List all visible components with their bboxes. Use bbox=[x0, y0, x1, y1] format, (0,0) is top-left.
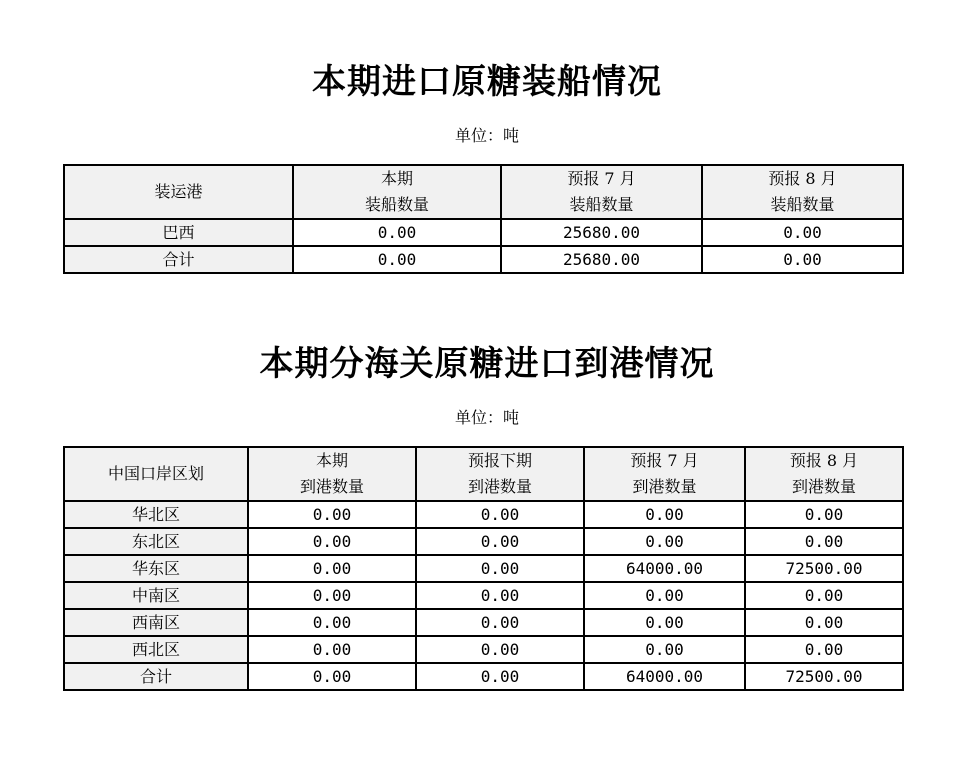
cell-value: 0.00 bbox=[416, 609, 584, 636]
row-label: 合计 bbox=[64, 246, 293, 273]
arrival-table bbox=[63, 446, 904, 691]
cell-value: 0.00 bbox=[702, 246, 903, 273]
cell-value: 64000.00 bbox=[584, 663, 745, 690]
arrival-header-region: 中国口岸区划 bbox=[64, 447, 248, 501]
cell-value: 0.00 bbox=[745, 528, 903, 555]
table-row bbox=[64, 246, 903, 273]
row-label: 西北区 bbox=[64, 636, 248, 663]
arrival-title: 本期分海关原糖进口到港情况 bbox=[259, 344, 715, 384]
cell-value: 0.00 bbox=[248, 528, 416, 555]
row-label: 西南区 bbox=[64, 609, 248, 636]
cell-value: 0.00 bbox=[248, 609, 416, 636]
shipment-unit-label: 单位：吨 bbox=[454, 126, 519, 145]
table-row bbox=[64, 501, 903, 528]
row-label: 合计 bbox=[64, 663, 248, 690]
cell-value: 0.00 bbox=[416, 501, 584, 528]
cell-value: 0.00 bbox=[745, 582, 903, 609]
shipment-title: 本期进口原糖装船情况 bbox=[312, 62, 662, 102]
arrival-header-august: 预报 8 月 到港数量 bbox=[745, 447, 903, 501]
cell-value: 0.00 bbox=[416, 528, 584, 555]
row-label: 华东区 bbox=[64, 555, 248, 582]
arrival-unit-label: 单位：吨 bbox=[454, 408, 519, 427]
table-row bbox=[64, 609, 903, 636]
arrival-table-header-row bbox=[64, 447, 903, 501]
cell-value: 0.00 bbox=[416, 663, 584, 690]
cell-value: 0.00 bbox=[584, 528, 745, 555]
cell-value: 0.00 bbox=[248, 636, 416, 663]
shipment-table bbox=[63, 164, 904, 274]
shipment-header-port: 装运港 bbox=[64, 165, 293, 219]
cell-value: 0.00 bbox=[416, 636, 584, 663]
shipment-table-header-row bbox=[64, 165, 903, 219]
arrival-header-next-period: 预报下期 到港数量 bbox=[416, 447, 584, 501]
shipment-header-july: 预报 7 月 装船数量 bbox=[501, 165, 702, 219]
cell-value: 0.00 bbox=[416, 582, 584, 609]
table-row bbox=[64, 528, 903, 555]
cell-value: 0.00 bbox=[584, 636, 745, 663]
table-row bbox=[64, 663, 903, 690]
table-row bbox=[64, 219, 903, 246]
cell-value: 72500.00 bbox=[745, 555, 903, 582]
cell-value: 64000.00 bbox=[584, 555, 745, 582]
cell-value: 0.00 bbox=[293, 219, 501, 246]
row-label: 中南区 bbox=[64, 582, 248, 609]
arrival-header-july: 预报 7 月 到港数量 bbox=[584, 447, 745, 501]
cell-value: 0.00 bbox=[293, 246, 501, 273]
cell-value: 0.00 bbox=[248, 663, 416, 690]
cell-value: 0.00 bbox=[248, 501, 416, 528]
table-row bbox=[64, 582, 903, 609]
cell-value: 0.00 bbox=[745, 636, 903, 663]
cell-value: 0.00 bbox=[584, 609, 745, 636]
cell-value: 0.00 bbox=[248, 555, 416, 582]
row-label: 巴西 bbox=[64, 219, 293, 246]
cell-value: 0.00 bbox=[584, 501, 745, 528]
cell-value: 0.00 bbox=[416, 555, 584, 582]
cell-value: 72500.00 bbox=[745, 663, 903, 690]
cell-value: 0.00 bbox=[745, 501, 903, 528]
cell-value: 0.00 bbox=[745, 609, 903, 636]
arrival-header-current: 本期 到港数量 bbox=[248, 447, 416, 501]
row-label: 华北区 bbox=[64, 501, 248, 528]
cell-value: 25680.00 bbox=[501, 246, 702, 273]
cell-value: 25680.00 bbox=[501, 219, 702, 246]
cell-value: 0.00 bbox=[702, 219, 903, 246]
cell-value: 0.00 bbox=[248, 582, 416, 609]
cell-value: 0.00 bbox=[584, 582, 745, 609]
shipment-header-august: 预报 8 月 装船数量 bbox=[702, 165, 903, 219]
table-row bbox=[64, 555, 903, 582]
table-row bbox=[64, 636, 903, 663]
shipment-header-current: 本期 装船数量 bbox=[293, 165, 501, 219]
row-label: 东北区 bbox=[64, 528, 248, 555]
